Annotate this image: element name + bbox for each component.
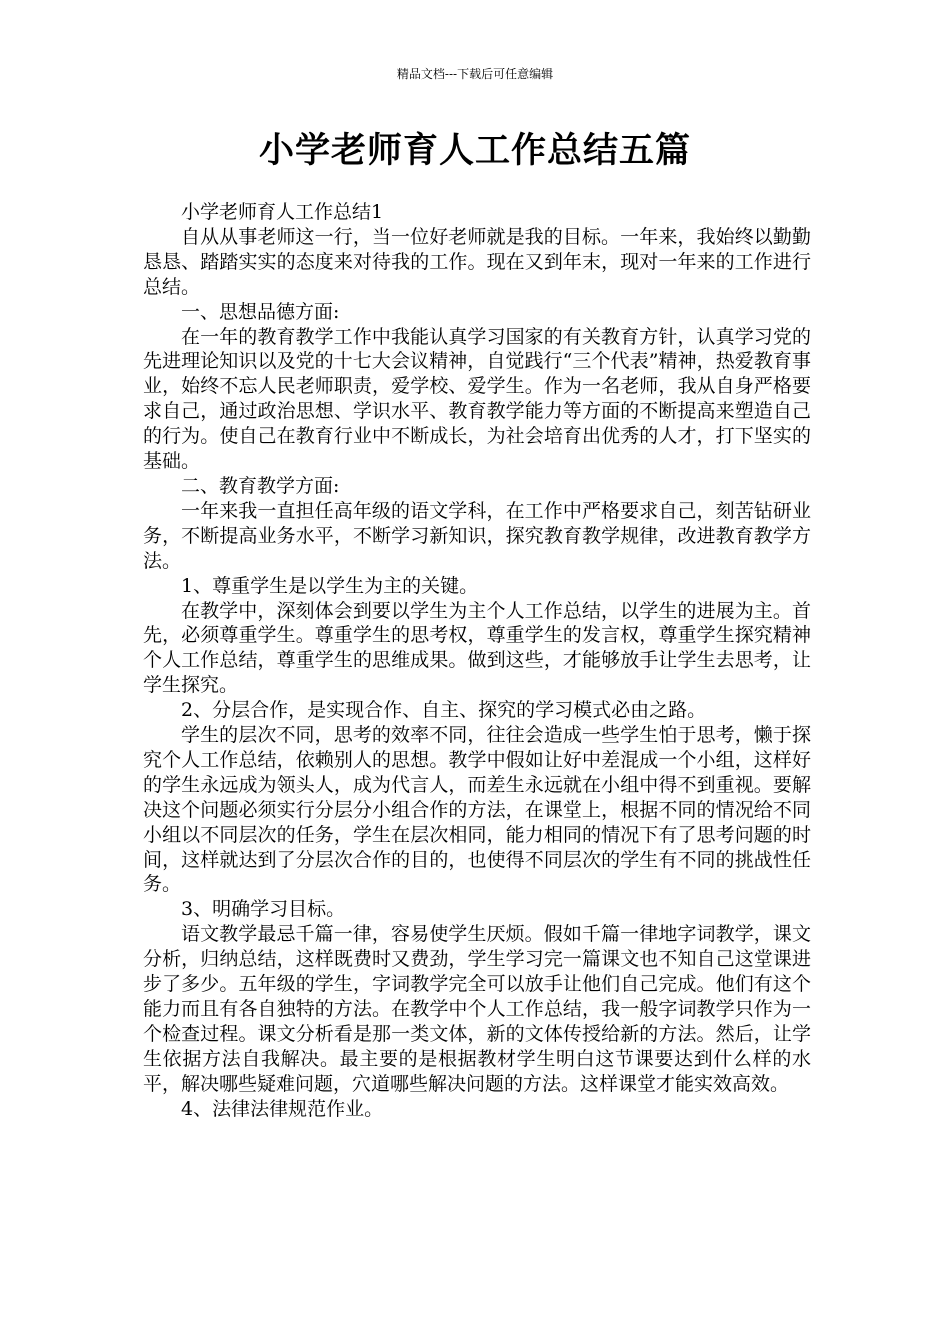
document-title: 小学老师育人工作总结五篇	[258, 131, 691, 171]
subheading-layered-cooperation: 2、分层合作，是实现合作、自主、探究的学习模式必由之路。	[181, 699, 707, 722]
document-body	[143, 200, 811, 1122]
paragraph-respect-students: 在教学中，深刻体会到要以学生为主个人工作总结，以学生的进展为主。首先，必须尊重学生。尊重学生的思考权，尊重学生的发言权，尊重学生探究精神个人工作总结，尊重学生的思维成果。做到这些，才能够放手让学生去思考，让学生探究。	[143, 599, 811, 697]
paragraph-ideology: 在一年的教育教学工作中我能认真学习国家的有关教育方针，认真学习党的先进理论知识以及党的十七大会议精神，自觉践行“三个代表”精神，热爱教育事业，始终不忘人民老师职责，爱学校、爱学生。作为一名老师，我从自身严格要求自己，通过政治思想、学识水平、教育教学能力等方面的不断提高来塑造自己的行为。使自己在教育行业中不断成长，为社会培育出优秀的人才，打下坚实的基础。	[143, 325, 811, 473]
page-header-note: 精品文档---下载后可任意编辑	[396, 67, 554, 81]
subheading-learning-goals: 3、明确学习目标。	[181, 898, 346, 921]
paragraph-teaching: 一年来我一直担任高年级的语文学科，在工作中严格要求自己，刻苦钻研业务，不断提高业务水平，不断学习新知识，探究教育教学规律，改进教育教学方法。	[143, 499, 811, 572]
subheading-homework: 4、法律法律规范作业。	[181, 1097, 384, 1120]
paragraph-layered-cooperation: 学生的层次不同，思考的效率不同，往往会造成一些学生怕于思考，懒于探究个人工作总结，依赖别人的思想。教学中假如让好中差混成一个小组，这样好的学生永远成为领头人，成为代言人，而差生永远就在小组中得不到重视。要解决这个问题必须实行分层分小组合作的方法，在课堂上，根据不同的情况给不同小组以不同层次的任务，学生在层次相同，能力相同的情况下有了思考问题的时间，这样就达到了分层次合作的目的，也使得不同层次的学生有不同的挑战性任务。	[143, 724, 811, 896]
paragraph-learning-goals: 语文教学最忌千篇一律，容易使学生厌烦。假如千篇一律地字词教学，课文分析，归纳总结，这样既费时又费劲，学生学习完一篇课文也不知自己这堂课进步了多少。五年级的学生，字词教学完全可以放手让他们自己完成。他们有这个能力而且有各自独特的方法。在教学中个人工作总结，我一般字词教学只作为一个检查过程。课文分析看是那一类文体，新的文体传授给新的方法。然后，让学生依据方法自我解决。最主要的是根据教材学生明白这节课要达到什么样的水平，解决哪些疑难问题，穴道哪些解决问题的方法。这样课堂才能实效高效。	[143, 923, 811, 1095]
subheading-respect-students: 1、尊重学生是以学生为主的关键。	[181, 574, 479, 597]
section-heading-ideology: 一、思想品德方面:	[181, 300, 340, 323]
section-heading-teaching: 二、教育教学方面:	[181, 474, 340, 497]
paragraph-intro: 自从从事老师这一行，当一位好老师就是我的目标。一年来，我始终以勤勤恳恳、踏踏实实的态度来对待我的工作。现在又到年末，现对一年来的工作进行总结。	[143, 225, 811, 298]
section-heading-summary-1: 小学老师育人工作总结1	[181, 201, 384, 223]
